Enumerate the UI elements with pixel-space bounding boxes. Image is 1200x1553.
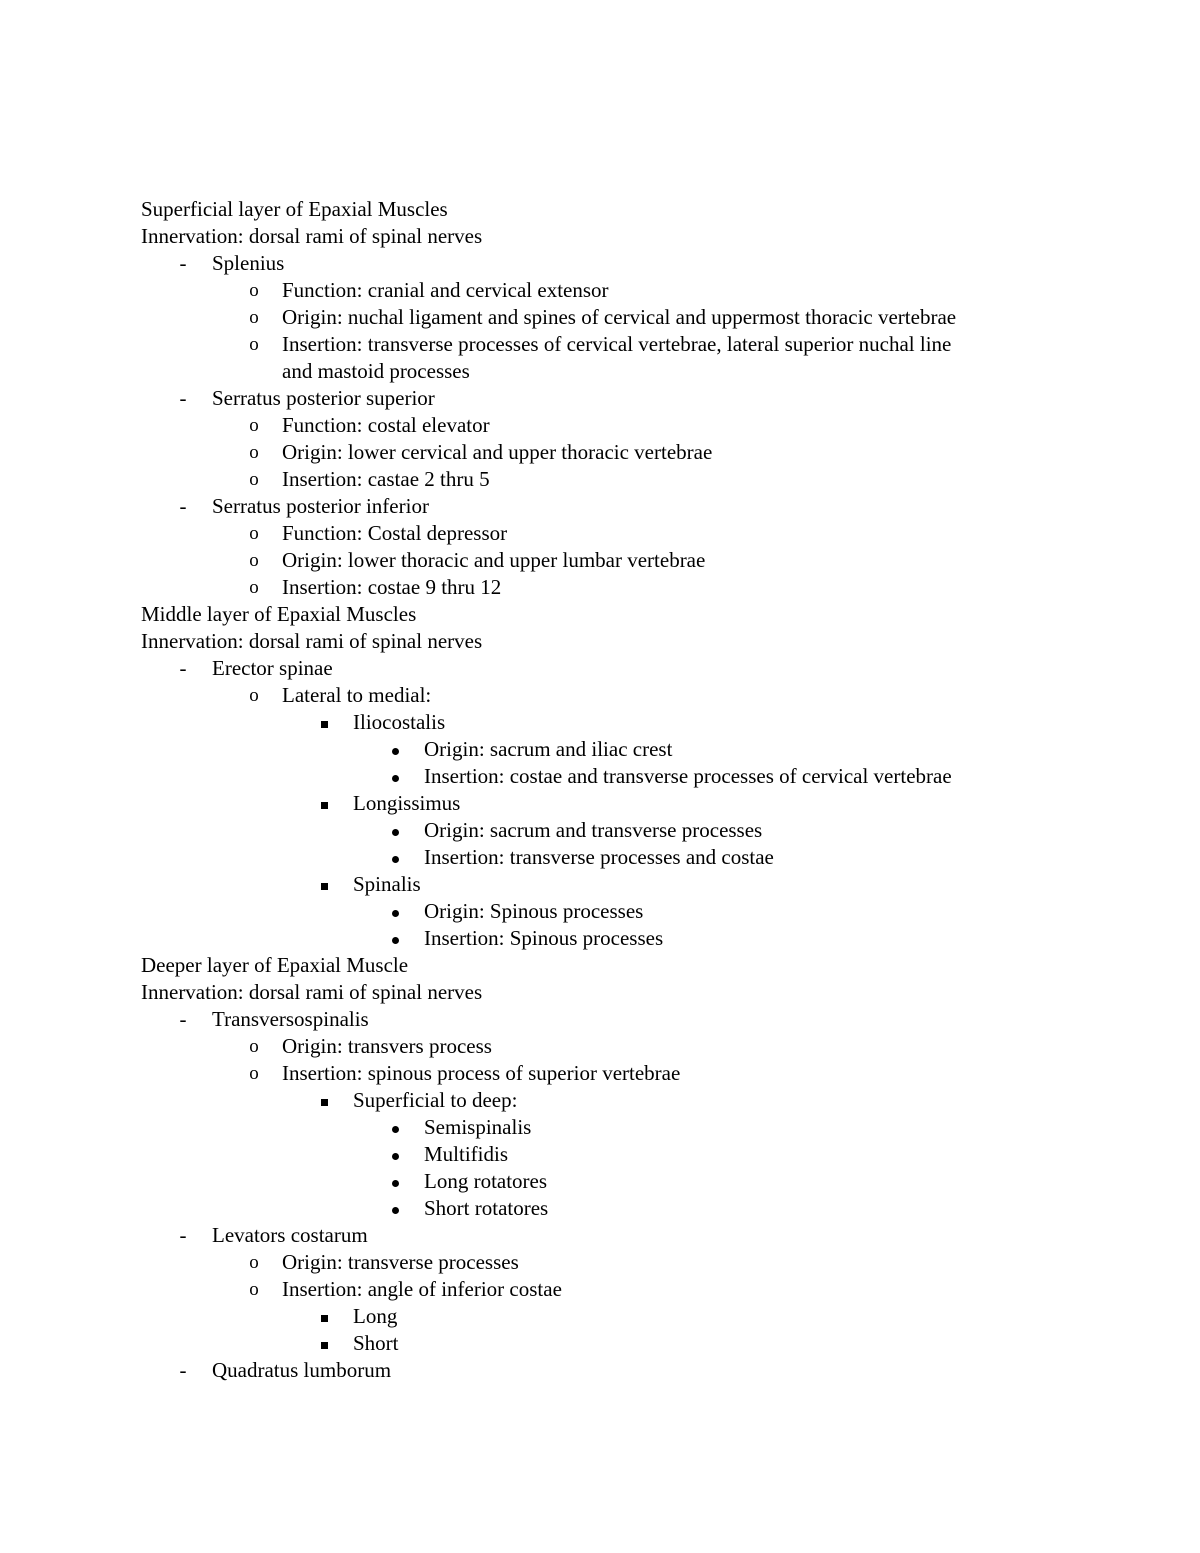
list-item-text: Origin: lower cervical and upper thoracic vertebrae bbox=[282, 440, 713, 464]
dash-bullet-marker: - bbox=[179, 386, 187, 410]
list-item-continuation-text: and mastoid processes bbox=[282, 359, 470, 383]
list-item-text: Insertion: costae 9 thru 12 bbox=[282, 575, 502, 599]
list-item bbox=[141, 817, 1061, 844]
list-item bbox=[141, 1222, 1061, 1249]
square-bullet-icon bbox=[312, 871, 336, 898]
list-item-text: Quadratus lumborum bbox=[212, 1358, 392, 1382]
list-item bbox=[141, 1195, 1061, 1222]
list-item-text: Transversospinalis bbox=[212, 1007, 369, 1031]
list-item-text: Insertion: spinous process of superior vertebrae bbox=[282, 1061, 681, 1085]
list-item bbox=[141, 493, 1061, 520]
dash-bullet-marker: - bbox=[179, 656, 187, 680]
list-item-text: Levators costarum bbox=[212, 1223, 368, 1247]
hollow-bullet-marker: o bbox=[249, 550, 259, 571]
section-heading-text: Middle layer of Epaxial Muscles bbox=[141, 602, 417, 626]
list-item bbox=[141, 1006, 1061, 1033]
section-heading-text: Innervation: dorsal rami of spinal nerves bbox=[141, 629, 483, 653]
list-item bbox=[141, 466, 1061, 493]
list-item-text: Superficial to deep: bbox=[353, 1088, 518, 1112]
document-body bbox=[141, 196, 1061, 1384]
list-item bbox=[141, 1141, 1061, 1168]
list-item-text: Semispinalis bbox=[424, 1115, 532, 1139]
list-item bbox=[141, 439, 1061, 466]
list-item bbox=[141, 574, 1061, 601]
hollow-bullet-marker: o bbox=[249, 307, 259, 328]
heading-line bbox=[141, 979, 1061, 1006]
round-bullet-icon bbox=[383, 1195, 407, 1222]
round-bullet-icon bbox=[383, 763, 407, 790]
list-item-text: Origin: nuchal ligament and spines of cervical and uppermost thoracic vertebrae bbox=[282, 305, 957, 329]
list-item bbox=[141, 682, 1061, 709]
list-item bbox=[141, 1249, 1061, 1276]
hollow-bullet-marker: o bbox=[249, 442, 259, 463]
list-item-text: Origin: lower thoracic and upper lumbar vertebrae bbox=[282, 548, 706, 572]
list-item-text: Insertion: transverse processes and costae bbox=[424, 845, 774, 869]
hollow-bullet-marker: o bbox=[249, 1279, 259, 1300]
round-bullet-icon bbox=[383, 1114, 407, 1141]
section-heading-text: Innervation: dorsal rami of spinal nerves bbox=[141, 980, 483, 1004]
list-item bbox=[141, 331, 1061, 385]
dash-bullet-marker: - bbox=[179, 1358, 187, 1382]
section-heading-text: Deeper layer of Epaxial Muscle bbox=[141, 953, 409, 977]
heading-line bbox=[141, 196, 1061, 223]
round-bullet-icon bbox=[383, 844, 407, 871]
list-item-text: Short rotatores bbox=[424, 1196, 549, 1220]
dash-bullet-marker: - bbox=[179, 494, 187, 518]
list-item-text: Serratus posterior superior bbox=[212, 386, 435, 410]
list-item-text: Serratus posterior inferior bbox=[212, 494, 429, 518]
round-bullet-icon bbox=[383, 1168, 407, 1195]
list-item-text: Function: Costal depressor bbox=[282, 521, 508, 545]
list-item-text: Erector spinae bbox=[212, 656, 333, 680]
list-item-text: Origin: transverse processes bbox=[282, 1250, 519, 1274]
list-item bbox=[141, 412, 1061, 439]
list-item bbox=[141, 790, 1061, 817]
hollow-bullet-marker: o bbox=[249, 415, 259, 436]
list-item bbox=[141, 844, 1061, 871]
list-item bbox=[141, 1357, 1061, 1384]
section-heading-text: Superficial layer of Epaxial Muscles bbox=[141, 197, 448, 221]
round-bullet-icon bbox=[383, 817, 407, 844]
list-item bbox=[141, 871, 1061, 898]
heading-line bbox=[141, 628, 1061, 655]
list-item-text: Insertion: castae 2 thru 5 bbox=[282, 467, 490, 491]
heading-line bbox=[141, 952, 1061, 979]
list-item-text: Function: costal elevator bbox=[282, 413, 490, 437]
list-item-text: Spinalis bbox=[353, 872, 421, 896]
heading-line bbox=[141, 223, 1061, 250]
list-item bbox=[141, 1303, 1061, 1330]
round-bullet-icon bbox=[383, 898, 407, 925]
list-item-text: Origin: sacrum and iliac crest bbox=[424, 737, 673, 761]
hollow-bullet-marker: o bbox=[249, 1252, 259, 1273]
list-item-text: Origin: transvers process bbox=[282, 1034, 492, 1058]
list-item bbox=[141, 277, 1061, 304]
round-bullet-icon bbox=[383, 925, 407, 952]
list-item bbox=[141, 250, 1061, 277]
list-item bbox=[141, 520, 1061, 547]
hollow-bullet-marker: o bbox=[249, 280, 259, 301]
list-item bbox=[141, 736, 1061, 763]
list-item bbox=[141, 1033, 1061, 1060]
list-item bbox=[141, 655, 1061, 682]
hollow-bullet-marker: o bbox=[249, 577, 259, 598]
list-item-text: Insertion: angle of inferior costae bbox=[282, 1277, 562, 1301]
list-item-text: Insertion: costae and transverse processes of cervical vertebrae bbox=[424, 764, 952, 788]
list-item bbox=[141, 1276, 1061, 1303]
hollow-bullet-marker: o bbox=[249, 1063, 259, 1084]
dash-bullet-marker: - bbox=[179, 1223, 187, 1247]
list-item bbox=[141, 1114, 1061, 1141]
list-item bbox=[141, 547, 1061, 574]
list-item bbox=[141, 763, 1061, 790]
list-item-text: Iliocostalis bbox=[353, 710, 446, 734]
list-item-text: Origin: Spinous processes bbox=[424, 899, 644, 923]
square-bullet-icon bbox=[312, 709, 336, 736]
list-item bbox=[141, 1060, 1061, 1087]
dash-bullet-marker: - bbox=[179, 1007, 187, 1031]
list-item bbox=[141, 1168, 1061, 1195]
heading-line bbox=[141, 601, 1061, 628]
square-bullet-icon bbox=[312, 790, 336, 817]
round-bullet-icon bbox=[383, 1141, 407, 1168]
hollow-bullet-marker: o bbox=[249, 469, 259, 490]
square-bullet-icon bbox=[312, 1303, 336, 1330]
round-bullet-icon bbox=[383, 736, 407, 763]
list-item-text: Multifidis bbox=[424, 1142, 509, 1166]
list-item-text: Function: cranial and cervical extensor bbox=[282, 278, 609, 302]
list-item-text: Splenius bbox=[212, 251, 285, 275]
list-item-text: Insertion: transverse processes of cervical vertebrae, lateral superior nuchal line bbox=[282, 332, 952, 356]
list-item bbox=[141, 898, 1061, 925]
list-item bbox=[141, 304, 1061, 331]
list-item-text: Long bbox=[353, 1304, 398, 1328]
hollow-bullet-marker: o bbox=[249, 334, 259, 355]
list-item bbox=[141, 925, 1061, 952]
list-item-text: Longissimus bbox=[353, 791, 461, 815]
list-item-text: Long rotatores bbox=[424, 1169, 548, 1193]
hollow-bullet-marker: o bbox=[249, 523, 259, 544]
list-item bbox=[141, 1087, 1061, 1114]
square-bullet-icon bbox=[312, 1087, 336, 1114]
hollow-bullet-marker: o bbox=[249, 1036, 259, 1057]
list-item bbox=[141, 385, 1061, 412]
list-item-text: Insertion: Spinous processes bbox=[424, 926, 664, 950]
dash-bullet-marker: - bbox=[179, 251, 187, 275]
list-item-text: Lateral to medial: bbox=[282, 683, 432, 707]
square-bullet-icon bbox=[312, 1330, 336, 1357]
hollow-bullet-marker: o bbox=[249, 685, 259, 706]
list-item bbox=[141, 709, 1061, 736]
section-heading-text: Innervation: dorsal rami of spinal nerves bbox=[141, 224, 483, 248]
list-item bbox=[141, 1330, 1061, 1357]
list-item-text: Origin: sacrum and transverse processes bbox=[424, 818, 763, 842]
list-item-text: Short bbox=[353, 1331, 399, 1355]
